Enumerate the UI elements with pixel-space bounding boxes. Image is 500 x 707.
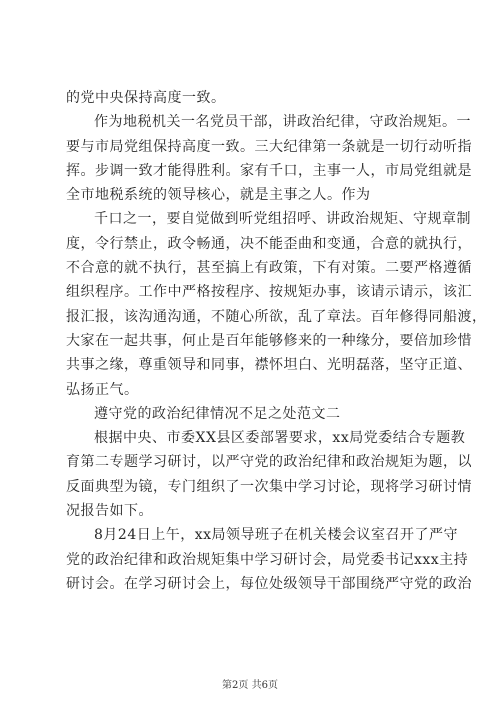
text-line: 组织程序。工作中严格按程序、按规矩办事，该请示请示，该汇 <box>66 284 472 301</box>
text-line: 党的政治纪律和政治规矩集中学习研讨会，局党委书记xxx主持 <box>66 551 469 568</box>
text-line: 根据中央、市委XX县区委部署要求，xx局党委结合专题教 <box>94 430 466 447</box>
text-line: 作为地税机关一名党员干部，讲政治纪律，守政治规矩。一 <box>94 114 471 131</box>
text-line: 不合意的就不执行，甚至搞上有政策，下有对策。二要严格遵循 <box>66 260 472 277</box>
page-number: 第2页 共6页 <box>222 680 278 691</box>
text-line: 的党中央保持高度一致。 <box>66 90 226 106</box>
text-line: 挥。步调一致才能得胜利。家有千口，主事一人，市局党组就是 <box>66 162 472 179</box>
text-line: 育第二专题学习研讨，以严守党的政治纪律和政治规矩为题，以 <box>66 454 472 471</box>
section-heading: 遵守党的政治纪律情况不足之处范文二 <box>94 405 341 422</box>
text-line: 要与市局党组保持高度一致。三大纪律第一条就是一切行动听指 <box>66 138 472 155</box>
text-line: 千口之一，要自觉做到听党组招呼、讲政治规矩、守规章制 <box>94 211 471 228</box>
text-line: 弘扬正气。 <box>66 381 139 398</box>
text-line: 研讨会。在学习研讨会上，每位处级领导干部围绕严守党的政治 <box>66 575 472 592</box>
document-body <box>66 86 487 596</box>
text-line: 8月24日上午，xx局领导班子在机关楼会议室召开了严守 <box>94 527 459 544</box>
text-line: 大家在一起共事，何止是百年能够修来的一种缘分，要倍加珍惜 <box>66 332 472 349</box>
text-line: 全市地税系统的领导核心，就是主事之人。作为 <box>66 187 371 204</box>
text-line: 报汇报，该沟通沟通，不随心所欲，乱了章法。百年修得同船渡， <box>66 308 487 325</box>
text-line: 度，令行禁止，政令畅通，决不能歪曲和变通，合意的就执行， <box>66 235 472 252</box>
text-line: 共事之缘，尊重领导和同事，襟怀坦白、光明磊落，坚守正道、 <box>66 357 472 374</box>
text-line: 反面典型为镜，专门组织了一次集中学习讨论，现将学习研讨情 <box>66 478 472 495</box>
text-line: 况报告如下。 <box>66 503 153 520</box>
